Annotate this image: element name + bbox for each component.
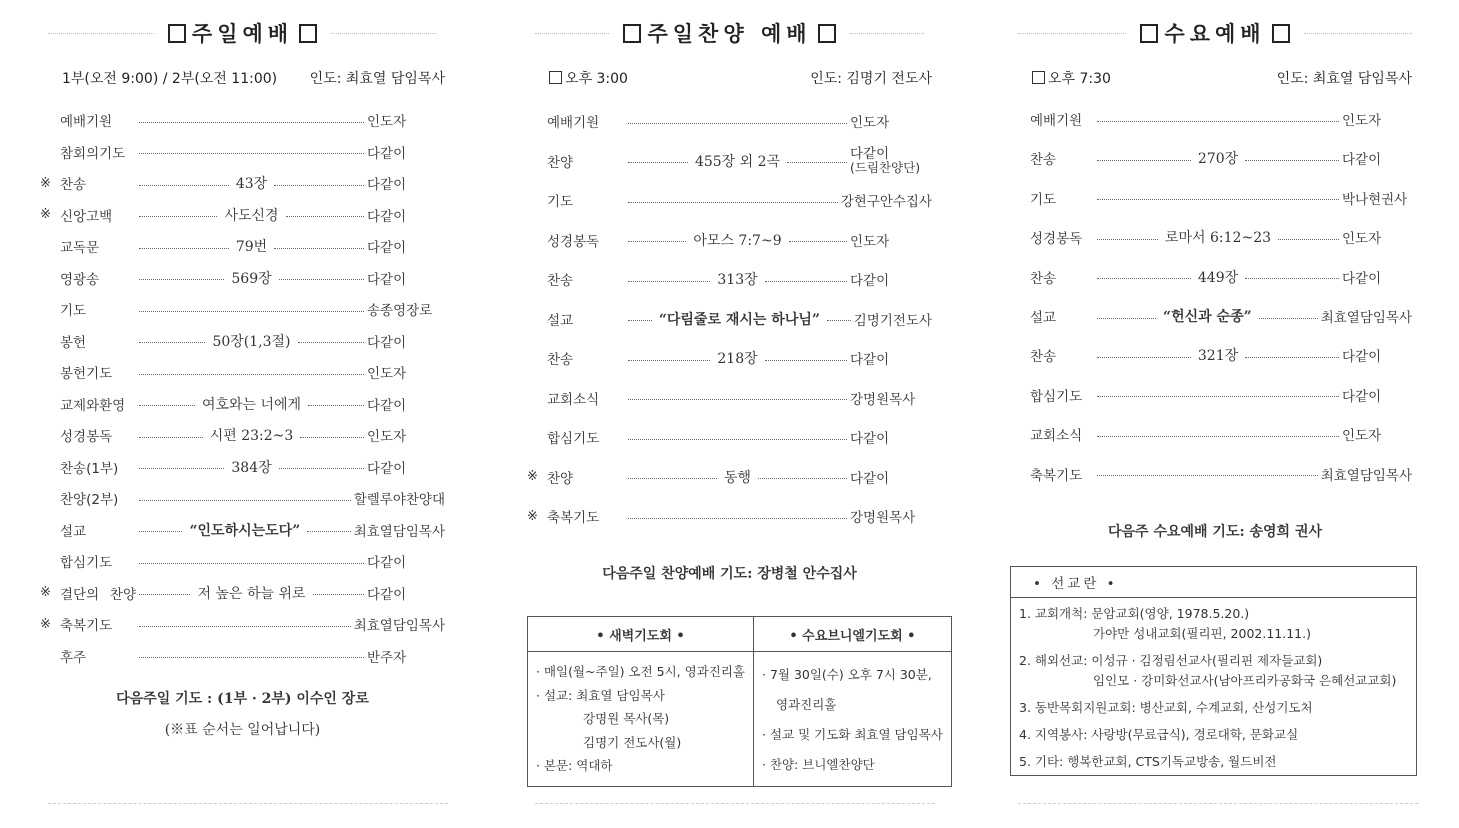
order-item-label: 찬양(2부) [60, 492, 119, 508]
dot-leader [313, 594, 364, 595]
praise-leader: 인도: 김명기 전도사 [810, 71, 932, 87]
stand-mark: ※ [527, 508, 538, 524]
dot-leader [139, 122, 364, 123]
order-item-label: 찬송 [1030, 270, 1057, 287]
order-item-person: 다같이 [367, 271, 407, 288]
sunday-next-prayer: 다음주일 기도 : (1부 · 2부) 이수인 장로 [116, 691, 369, 707]
dot-leader [139, 248, 229, 249]
box-bullet-icon [1140, 24, 1158, 43]
missions-header: • 선교란 • [1011, 567, 1416, 598]
dot-leader [279, 468, 364, 469]
peniel-prayer-header: • 수요브니엘기도회 • [754, 617, 952, 652]
order-item-label: 예배기원 [1030, 113, 1083, 129]
order-item-detail: 43장 [235, 176, 268, 192]
dot-leader [139, 563, 364, 564]
order-item-label: 교회소식 [1030, 428, 1083, 445]
dot-leader [139, 374, 364, 375]
order-item-label: 합심기도 [547, 431, 600, 447]
dot-leader [139, 279, 224, 280]
order-row [527, 145, 932, 175]
order-row [1010, 344, 1412, 366]
dot-leader [628, 360, 710, 361]
order-item-person: 박나현권사 [1342, 191, 1408, 208]
order-item-label: 영광송 [60, 271, 100, 288]
stand-mark: ※ [40, 175, 51, 191]
order-item-person: 다같이 [367, 145, 407, 162]
stand-note: (※표 순서는 일어납니다) [164, 722, 321, 738]
order-row [40, 519, 445, 541]
dawn-prayer-body: · 매일(월~주일) 오전 5시, 영과진리홀 · 설교: 최효열 담임목사 강명원 목사(목) 김명기 전도사(월) · 본문: 역대하 [528, 652, 754, 787]
order-item-person: 강현구안수집사 [840, 194, 932, 210]
order-item-person: 다같이 [1342, 270, 1382, 287]
order-item-detail: 사도신경 [224, 207, 279, 224]
order-row [527, 110, 932, 132]
dot-leader [139, 342, 205, 343]
dot-leader [1245, 357, 1339, 358]
order-item-label: 예배기원 [547, 115, 600, 131]
box-bullet-icon [1272, 24, 1290, 43]
dot-leader [139, 531, 182, 532]
order-row [527, 387, 932, 409]
order-item-label: 봉헌 [60, 334, 87, 351]
order-item-person: 인도자 [367, 114, 407, 130]
order-item-person: 반주자 [367, 649, 407, 666]
order-item-detail: 321장 [1197, 348, 1239, 365]
dot-leader [1097, 357, 1191, 358]
order-row [40, 424, 445, 446]
dot-leader [274, 248, 364, 249]
dot-leader [1097, 239, 1158, 240]
missions-box [1010, 566, 1417, 776]
stand-mark: ※ [527, 469, 538, 484]
order-item-label: 찬송 [1030, 349, 1057, 366]
stand-mark: ※ [40, 616, 51, 632]
order-item-person: 다같이 [1342, 388, 1382, 405]
order-item-person: 인도자 [1342, 231, 1382, 248]
order-item-detail: 50장(1,3절) [212, 333, 291, 350]
order-item-detail: “헌신과 순종” [1163, 309, 1252, 325]
order-row [1010, 463, 1412, 485]
order-item-label: 후주 [60, 649, 87, 666]
order-row [40, 361, 445, 383]
dot-leader [298, 342, 364, 343]
praise-title: 주일찬양 예배 [527, 16, 932, 50]
dot-leader [1259, 318, 1318, 319]
order-item-person: 다같이 [367, 208, 407, 225]
dot-leader [1245, 278, 1339, 279]
praise-subhead [527, 66, 932, 90]
dot-leader [1097, 475, 1318, 476]
dot-leader [1097, 278, 1191, 279]
dot-leader [1097, 436, 1339, 437]
dot-leader [758, 478, 847, 479]
order-row [527, 505, 932, 527]
sunday-time: 1부(오전 9:00) / 2부(오전 11:00) [62, 71, 278, 87]
order-row [40, 204, 445, 226]
order-item-label: 성경봉독 [60, 429, 113, 445]
order-item-label: 축복기도 [1030, 467, 1083, 484]
order-row [527, 347, 932, 369]
order-item-label: 교회소식 [547, 391, 600, 408]
dot-leader [765, 360, 847, 361]
bottom-divider [535, 803, 935, 804]
order-row [40, 456, 445, 478]
dot-leader [1097, 199, 1339, 200]
order-item-detail: 로마서 6:12~23 [1165, 230, 1272, 247]
praise-next-prayer: 다음주일 찬양예배 기도: 장병철 안수집사 [602, 566, 857, 582]
dot-leader [628, 478, 717, 479]
order-item-person: 다같이 [850, 431, 890, 447]
order-item-person: 김명기전도사 [853, 312, 932, 329]
order-item-detail: 79번 [235, 239, 268, 255]
order-item-label: 축복기도 [547, 510, 600, 526]
order-item-detail: “인도하시는도다” [189, 522, 301, 539]
order-row [40, 550, 445, 572]
dot-leader [139, 626, 351, 627]
order-item-detail: 저 높은 하늘 위로 [197, 585, 306, 602]
order-item-label: 기도 [60, 303, 87, 319]
order-item-person: 다같이 [367, 460, 407, 477]
dot-leader [307, 531, 350, 532]
order-item-label: 찬송 [547, 273, 574, 289]
dot-leader [300, 437, 364, 438]
praise-time: 오후 3:00 [565, 71, 628, 87]
wednesday-service-column [1010, 0, 1420, 828]
dot-leader [1245, 160, 1339, 161]
order-item-person: 송종영장로 [367, 303, 433, 319]
order-item-label: 찬양 [547, 470, 574, 487]
order-item-person: 할렐루야찬양대 [353, 492, 445, 508]
order-item-person: 강명원목사 [850, 391, 916, 408]
order-item-label: 기도 [1030, 191, 1057, 208]
order-row [1010, 187, 1412, 209]
box-bullet-icon [168, 24, 186, 43]
order-item-person: 최효열담임목사 [1320, 467, 1412, 484]
order-item-label: 신앙고백 [60, 208, 113, 225]
dot-leader [139, 437, 203, 438]
order-row [527, 189, 932, 211]
dot-leader [139, 500, 351, 501]
order-row [1010, 147, 1412, 169]
order-row [40, 330, 445, 352]
order-row [40, 172, 445, 194]
order-item-label: 합심기도 [60, 555, 113, 571]
sunday-service-column [40, 0, 445, 828]
order-row [1010, 266, 1412, 288]
order-row [40, 141, 445, 163]
order-item-label: 합심기도 [1030, 388, 1083, 405]
dot-leader [628, 439, 847, 440]
order-item-person: 다같이 [367, 240, 407, 256]
order-item-label: 찬송 [547, 352, 574, 368]
order-item-detail: 384장 [231, 459, 272, 476]
order-item-label: 설교 [1030, 310, 1057, 326]
order-row [527, 268, 932, 290]
order-item-label: 교제와환영 [60, 397, 126, 414]
bottom-divider [48, 803, 448, 804]
order-row [1010, 108, 1412, 130]
order-row [40, 298, 445, 320]
stand-mark: ※ [40, 207, 51, 222]
peniel-prayer-body: · 7월 30일(수) 오후 7시 30분, 영과진리홀 · 설교 및 기도화 최효열 담임목사 · 찬양: 브니엘찬양단 [754, 652, 952, 787]
order-item-detail: 313장 [717, 272, 758, 288]
dot-leader [286, 216, 364, 217]
order-row [40, 235, 445, 257]
order-row [1010, 423, 1412, 445]
box-bullet-icon [818, 24, 836, 43]
order-item-detail: 218장 [717, 351, 758, 367]
order-row [527, 308, 932, 330]
order-row [40, 645, 445, 667]
order-item-label: 축복기도 [60, 618, 113, 634]
order-item-person: 최효열담임목사 [353, 618, 445, 634]
dot-leader [628, 518, 847, 519]
order-item-person: 다같이 [367, 586, 407, 603]
order-item-person: 최효열담임목사 [353, 523, 446, 540]
order-item-label: 봉헌기도 [60, 366, 113, 382]
order-item-detail: 여호와는 너에게 [201, 396, 302, 413]
wednesday-next-prayer: 다음주 수요예배 기도: 송영희 권사 [1108, 524, 1322, 540]
order-item-label: 참회의기도 [60, 145, 126, 162]
dot-leader [139, 405, 195, 406]
order-item-label: 설교 [60, 523, 87, 540]
dot-leader [628, 281, 710, 282]
order-item-person: 다같이 [1342, 152, 1382, 169]
dot-leader [628, 399, 847, 400]
order-row [1010, 305, 1412, 327]
wednesday-subhead [1010, 66, 1420, 90]
order-item-label: 찬송 [60, 177, 87, 193]
order-row [40, 267, 445, 289]
sunday-subhead [40, 66, 445, 90]
order-item-person: 인도자 [850, 115, 890, 131]
dot-leader [139, 216, 217, 217]
order-item-person: 인도자 [367, 366, 407, 382]
order-row [40, 487, 445, 509]
order-row [40, 393, 445, 415]
order-item-person: 인도자 [367, 429, 407, 445]
order-item-label: 결단의 찬양 [60, 586, 136, 603]
dot-leader [789, 241, 847, 242]
order-item-label: 성경봉독 [547, 233, 600, 250]
order-item-label: 찬송 [1030, 152, 1057, 169]
order-row [40, 109, 445, 131]
dot-leader [1097, 160, 1191, 161]
dot-leader [139, 153, 364, 154]
order-row [1010, 226, 1412, 248]
order-item-detail: 270장 [1197, 151, 1239, 168]
dot-leader [628, 123, 847, 124]
dot-leader [628, 202, 838, 203]
dot-leader [628, 320, 652, 321]
order-item-person: 다같이 [850, 470, 890, 487]
box-bullet-icon [623, 24, 641, 43]
order-row [40, 613, 445, 635]
order-item-label: 찬양 [547, 154, 574, 171]
order-item-person: 다같이 [850, 352, 890, 368]
order-item-person: 다같이 [367, 555, 407, 571]
order-item-label: 기도 [547, 194, 574, 210]
order-item-person: 최효열담임목사 [1320, 310, 1412, 326]
order-item-detail: “다림줄로 재시는 하나님” [658, 311, 820, 328]
prayer-meetings-table [527, 616, 952, 787]
order-item-label: 교독문 [60, 240, 100, 256]
box-bullet-icon [1032, 71, 1045, 84]
sunday-title: 주일예배 [40, 16, 445, 50]
order-item-person: 인도자 [1342, 428, 1382, 445]
wednesday-time: 오후 7:30 [1048, 71, 1111, 87]
box-bullet-icon [549, 71, 562, 84]
order-item-detail: 455장 외 2곡 [694, 153, 781, 170]
order-item-label: 설교 [547, 312, 574, 329]
order-row [1010, 384, 1412, 406]
order-item-person: 강명원목사 [850, 510, 916, 526]
order-item-label: 성경봉독 [1030, 231, 1083, 248]
dot-leader [765, 281, 847, 282]
dot-leader [308, 405, 364, 406]
stand-mark: ※ [40, 585, 51, 600]
order-item-person: 다같이 [850, 273, 890, 289]
dot-leader [279, 279, 364, 280]
order-item-detail: 시편 23:2~3 [209, 428, 294, 444]
dot-leader [628, 241, 686, 242]
order-item-person: 인도자 [1342, 113, 1382, 129]
wednesday-title: 수요예배 [1010, 16, 1420, 50]
dot-leader [1097, 396, 1339, 397]
order-item-label: 찬송(1부) [60, 460, 119, 477]
order-item-person: 다같이 [367, 177, 407, 193]
sunday-leader: 인도: 최효열 담임목사 [309, 71, 445, 87]
order-item-label: 예배기원 [60, 114, 113, 130]
order-item-person: 다같이 [367, 397, 407, 414]
dot-leader [1097, 121, 1339, 122]
order-item-detail: 449장 [1197, 269, 1239, 286]
dot-leader [628, 162, 688, 163]
dot-leader [1278, 239, 1339, 240]
bottom-divider [1018, 803, 1418, 804]
dot-leader [139, 468, 224, 469]
order-row [527, 229, 932, 251]
order-item-person: 다같이 [1342, 349, 1382, 366]
missions-body: 1. 교회개척: 문암교회(영양, 1978.5.20.) 가야만 성내교회(필리핀, 2002.11.11.) 2. 해외선교: 이성규 · 김정림선교사(필리핀 제자들교회) 임인모 · 강미화선교사(남아프리카공화국 은혜선교교회) 3. 동반목회지원교회: 병산교회, 수계교회, 산성기도처 4. 지역봉사: 사랑방(무료급식), 경로대학, 문화교실 5. 기타: 행복한교회, CTS기독교방송, 월드비전 [1019, 606, 1397, 769]
box-bullet-icon [299, 24, 317, 43]
order-item-person: 다같이 [367, 334, 407, 351]
dot-leader [1097, 318, 1156, 319]
dot-leader [139, 311, 364, 312]
praise-service-column [527, 0, 943, 828]
order-row [40, 582, 445, 604]
order-row [527, 466, 932, 488]
dot-leader [139, 594, 190, 595]
dot-leader [274, 185, 364, 186]
order-item-detail: 아모스 7:7~9 [693, 232, 782, 249]
dot-leader [139, 185, 229, 186]
dot-leader [827, 320, 851, 321]
order-item-detail: 동행 [723, 469, 752, 486]
order-row [527, 426, 932, 448]
dot-leader [787, 162, 847, 163]
order-item-person: 다같이 (드림찬양단) [850, 145, 921, 175]
order-item-person: 인도자 [850, 233, 890, 250]
dawn-prayer-header: • 새벽기도회 • [528, 617, 754, 652]
order-item-detail: 569장 [231, 270, 272, 287]
dot-leader [139, 657, 364, 658]
wednesday-leader: 인도: 최효열 담임목사 [1276, 71, 1412, 87]
